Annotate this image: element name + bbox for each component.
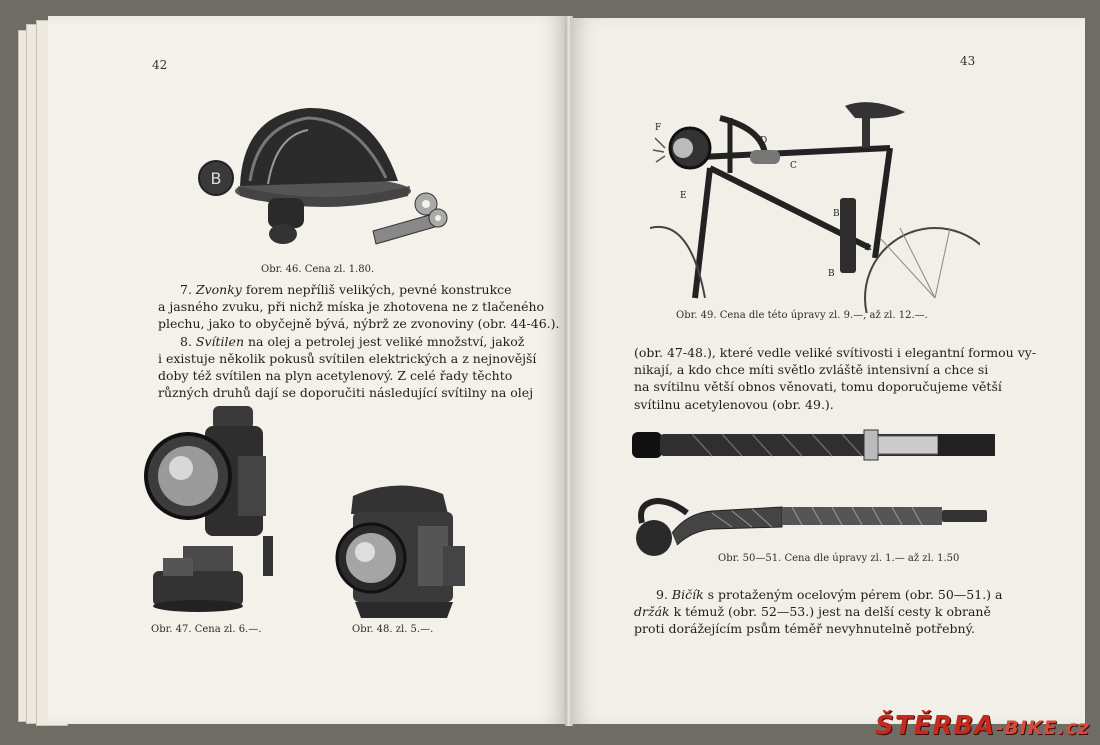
bell-illustration [188, 86, 448, 261]
text-line-rest: k témuž (obr. 52—53.) jest na delší cesty k obraně [669, 604, 991, 620]
text-line: a jasného zvuku, při nichž míska je zhotovena ne z tlačeného [158, 299, 545, 315]
text-line: doby též svítilen na plyn acetylenový. Z celé řady těchto [158, 368, 513, 384]
left-paragraph [158, 281, 560, 401]
whip-holder-illustration [632, 483, 992, 563]
fig48-caption: Obr. 48. zl. 5.—. [352, 624, 434, 635]
fig49-label-c: C [790, 161, 797, 171]
text-line [634, 586, 1006, 603]
text-line: proti dorážejícím psům téměř nevyhnutelně potřebný. [634, 621, 975, 637]
site-watermark [875, 711, 1090, 741]
fig49-label-f: F [655, 123, 662, 133]
text-line: svítilnu acetylenovou (obr. 49.). [634, 396, 834, 412]
page-number-left: 42 [152, 58, 168, 72]
text-line-rest: forem nepříliš velikých, pevné konstrukce [241, 282, 512, 297]
text-line: různých druhů dají se doporučiti následující svítilny na olej [158, 385, 534, 401]
text-line [634, 603, 1006, 620]
fig49-label-b-lower: B [828, 269, 835, 279]
text-line: plechu, jako to obyčejně bývá, nýbrž ze zvonoviny (obr. 44-46.). [158, 316, 560, 332]
fig50-caption: Obr. 50—51. Cena dle úpravy zl. 1.— až zl. 1.50 [718, 553, 960, 564]
text-line: i existuje několik pokusů svítilen elektrických a z nejnovější [158, 350, 537, 366]
item-term: Bičík [671, 587, 704, 602]
left-page [48, 16, 568, 724]
item-number: 7. [180, 282, 196, 297]
right-page [570, 18, 1085, 724]
text-line: na svítilnu větší obnos věnovati, tomu doporučujeme větší [634, 379, 1002, 395]
text-line [158, 281, 553, 298]
fig49-label-d: D [760, 136, 768, 146]
text-line-rest: na olej a petrolej jest veliké množství, jakož [244, 333, 525, 349]
page-number-right: 43 [960, 54, 976, 68]
item-term: Zvonky [195, 282, 242, 297]
fig49-label-a: A [865, 243, 872, 253]
item-term: držák [634, 604, 670, 620]
carriage-lamp-illustration [323, 466, 483, 626]
text-line: (obr. 47-48.), které vedle veliké svítivosti i elegantní formou vy- [634, 345, 1037, 360]
watermark-brand: ŠTĚRBA [875, 711, 996, 741]
fig49-label-b-upper: B [833, 209, 840, 219]
right-paragraph-2 [634, 586, 1006, 638]
watermark-domain: -BIKE.cz [995, 717, 1090, 739]
item-term: Svítilen [195, 333, 244, 349]
bell-badge-letter: B [210, 169, 222, 188]
fig49-label-e: E [680, 191, 687, 201]
text-line: nikají, a kdo chce míti světlo zvláště intensivní a chce si [634, 362, 989, 378]
bicycle-lamp-illustration [650, 98, 980, 313]
item-number: 8. [180, 333, 196, 349]
text-line-rest: s protaženým ocelovým pérem (obr. 50—51.) a [703, 587, 1003, 602]
text-line [158, 333, 553, 350]
fig47-caption: Obr. 47. Cena zl. 6.—. [151, 624, 262, 635]
right-paragraph [634, 344, 1037, 413]
item-number: 9. [656, 587, 672, 602]
oil-lamp-illustration [143, 396, 303, 626]
fig46-caption: Obr. 46. Cena zl. 1.80. [261, 264, 375, 275]
whip-illustration [632, 420, 1002, 470]
fig49-caption: Obr. 49. Cena dle této úpravy zl. 9.—, až zl. 12.—. [676, 310, 928, 321]
